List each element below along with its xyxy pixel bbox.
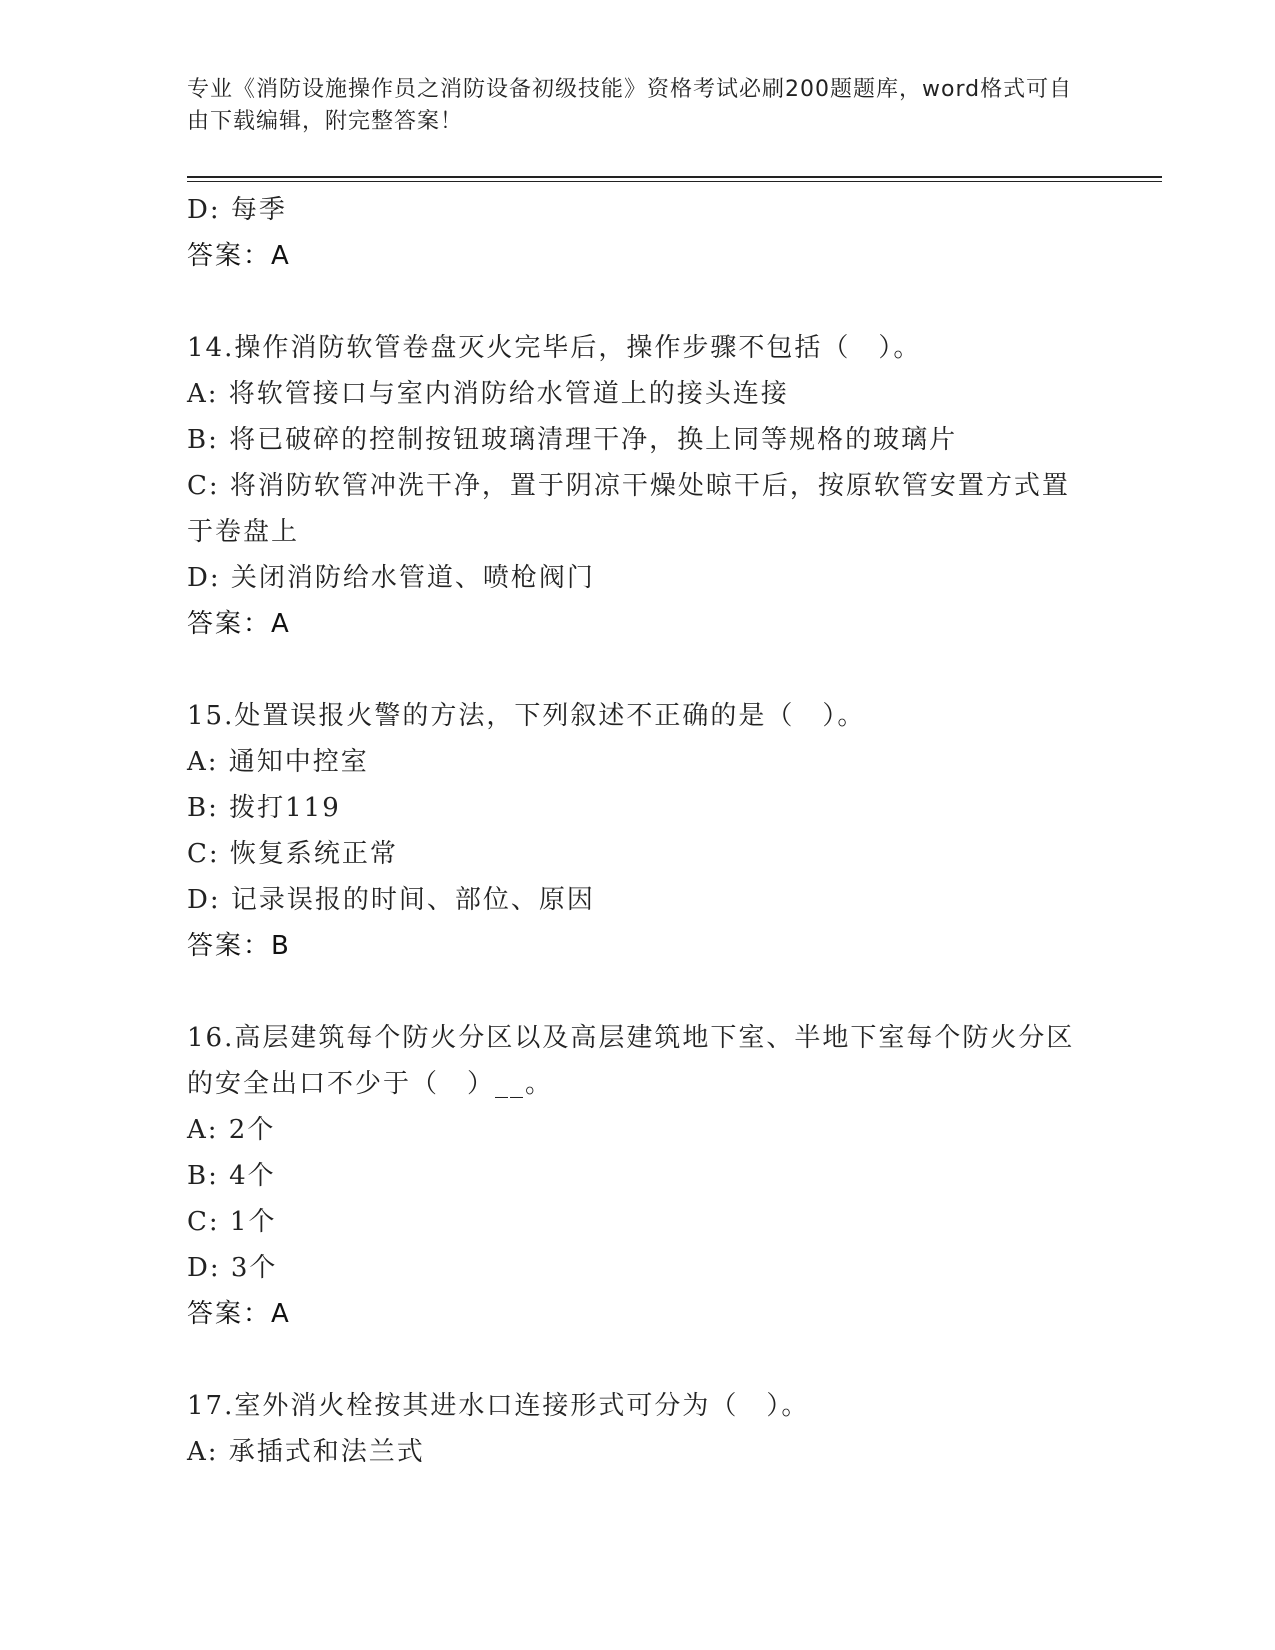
answer-line: 答案：A bbox=[187, 1299, 291, 1329]
document-header: 专业《消防设施操作员之消防设备初级技能》资格考试必刷200题题库，word格式可自由下载编辑，附完整答案！ bbox=[187, 77, 1073, 134]
option-b: B: 拨打119 bbox=[187, 793, 341, 823]
question-14 bbox=[187, 325, 1087, 647]
question-stem: 16.高层建筑每个防火分区以及高层建筑地下室、半地下室每个防火分区的安全出口不少于（ ）__。 bbox=[187, 1023, 1075, 1099]
question-17 bbox=[187, 1383, 1087, 1475]
carryover-option-d: D: 每季 bbox=[187, 195, 287, 225]
option-d: D: 3个 bbox=[187, 1253, 278, 1283]
carryover-answer: 答案：A bbox=[187, 241, 291, 271]
option-a: A: 通知中控室 bbox=[187, 747, 369, 777]
option-c: C: 1个 bbox=[187, 1207, 277, 1237]
option-d: D: 关闭消防给水管道、喷枪阀门 bbox=[187, 563, 595, 593]
question-list bbox=[187, 187, 1087, 1475]
header-rule-thick bbox=[187, 176, 1162, 178]
spacer bbox=[187, 647, 1087, 693]
spacer bbox=[187, 969, 1087, 1015]
header-rule-thin bbox=[187, 181, 1162, 182]
option-c: C: 将消防软管冲洗干净，置于阴凉干燥处晾干后，按原软管安置方式置于卷盘上 bbox=[187, 471, 1070, 547]
option-c: C: 恢复系统正常 bbox=[187, 839, 398, 869]
option-d: D: 记录误报的时间、部位、原因 bbox=[187, 885, 595, 915]
question-stem: 17.室外消火栓按其进水口连接形式可分为（ ）。 bbox=[187, 1391, 810, 1421]
option-b: B: 将已破碎的控制按钮玻璃清理干净，换上同等规格的玻璃片 bbox=[187, 425, 958, 455]
document-page bbox=[187, 0, 1162, 1650]
option-a: A: 承插式和法兰式 bbox=[187, 1437, 425, 1467]
option-b: B: 4个 bbox=[187, 1161, 276, 1191]
option-a: A: 2个 bbox=[187, 1115, 276, 1145]
answer-line: 答案：B bbox=[187, 931, 291, 961]
spacer bbox=[187, 279, 1087, 325]
question-stem: 14.操作消防软管卷盘灭火完毕后，操作步骤不包括（ ）。 bbox=[187, 333, 922, 363]
answer-line: 答案：A bbox=[187, 609, 291, 639]
spacer bbox=[187, 1337, 1087, 1383]
question-15 bbox=[187, 693, 1087, 969]
option-a: A: 将软管接口与室内消防给水管道上的接头连接 bbox=[187, 379, 789, 409]
question-16 bbox=[187, 1015, 1087, 1337]
question-stem: 15.处置误报火警的方法，下列叙述不正确的是（ ）。 bbox=[187, 701, 866, 731]
